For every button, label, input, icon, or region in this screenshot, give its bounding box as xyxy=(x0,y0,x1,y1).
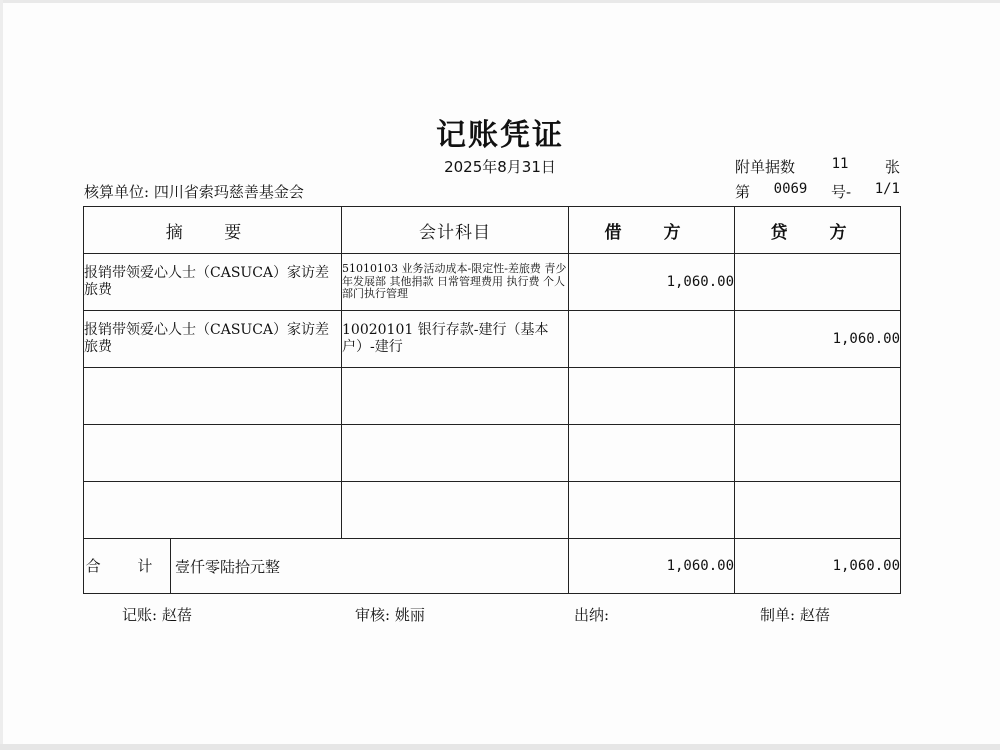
row-credit xyxy=(735,368,901,425)
total-amount-words: 壹仟零陆拾元整 xyxy=(175,557,281,576)
table-row xyxy=(84,425,901,482)
attachments-unit: 张 xyxy=(884,158,900,176)
voucher-table xyxy=(83,206,901,594)
row-debit xyxy=(569,311,735,368)
row-debit: 1,060.00 xyxy=(569,254,735,311)
header-debit: 借 方 xyxy=(569,207,735,254)
row-summary xyxy=(84,482,342,539)
row-debit xyxy=(569,425,735,482)
table-row xyxy=(84,311,901,368)
voucher-title: 记账凭证 xyxy=(436,118,564,153)
table-row xyxy=(84,254,901,311)
row-account: 51010103 业务活动成本-限定性-差旅费 青少年发展部 其他捐款 日常管理费用 执行费 个人 部门执行管理 xyxy=(342,254,569,311)
reviewer: 审核: 姚丽 xyxy=(355,606,425,624)
row-debit xyxy=(569,482,735,539)
table-header-row xyxy=(84,207,901,254)
table-row xyxy=(84,368,901,425)
voucher-no-suffix: 号- xyxy=(830,183,852,201)
total-row xyxy=(84,539,901,594)
row-summary xyxy=(84,368,342,425)
total-label: 合 计 xyxy=(84,539,171,593)
row-account xyxy=(342,482,569,539)
scan-edge xyxy=(0,0,3,750)
row-summary: 报销带领爱心人士（CASUCA）家访差旅费 xyxy=(84,254,342,311)
scan-edge xyxy=(0,744,1000,750)
row-summary xyxy=(84,425,342,482)
row-account xyxy=(342,368,569,425)
attachments-label: 附单据数 xyxy=(735,158,796,176)
voucher-no-prefix: 第 xyxy=(735,183,751,201)
total-debit: 1,060.00 xyxy=(569,539,735,594)
row-summary: 报销带领爱心人士（CASUCA）家访差旅费 xyxy=(84,311,342,368)
attachments-count: 11 xyxy=(831,156,849,172)
header-credit: 贷 方 xyxy=(735,207,901,254)
row-credit xyxy=(735,254,901,311)
row-account: 10020101 银行存款-建行（基本户）-建行 xyxy=(342,311,569,368)
accounting-unit xyxy=(84,181,304,202)
row-debit xyxy=(569,368,735,425)
preparer: 制单: 赵蓓 xyxy=(760,606,830,624)
attachments-info xyxy=(735,156,900,177)
table-row xyxy=(84,482,901,539)
cashier: 出纳: xyxy=(574,606,610,624)
voucher-date: 2025年8月31日 xyxy=(444,158,556,176)
total-cell xyxy=(84,539,569,594)
unit-label: 核算单位: xyxy=(84,183,150,201)
unit-name: 四川省索玛慈善基金会 xyxy=(153,183,304,201)
header-account: 会计科目 xyxy=(342,207,569,254)
row-credit xyxy=(735,425,901,482)
scan-edge xyxy=(0,0,1000,3)
row-account xyxy=(342,425,569,482)
voucher-number xyxy=(735,181,900,202)
row-credit xyxy=(735,482,901,539)
header-summary: 摘 要 xyxy=(84,207,342,254)
bookkeeper: 记账: 赵蓓 xyxy=(122,606,192,624)
row-credit: 1,060.00 xyxy=(735,311,901,368)
voucher-no-value: 0069 xyxy=(773,181,808,197)
voucher-page: 1/1 xyxy=(874,181,900,197)
total-credit: 1,060.00 xyxy=(735,539,901,594)
